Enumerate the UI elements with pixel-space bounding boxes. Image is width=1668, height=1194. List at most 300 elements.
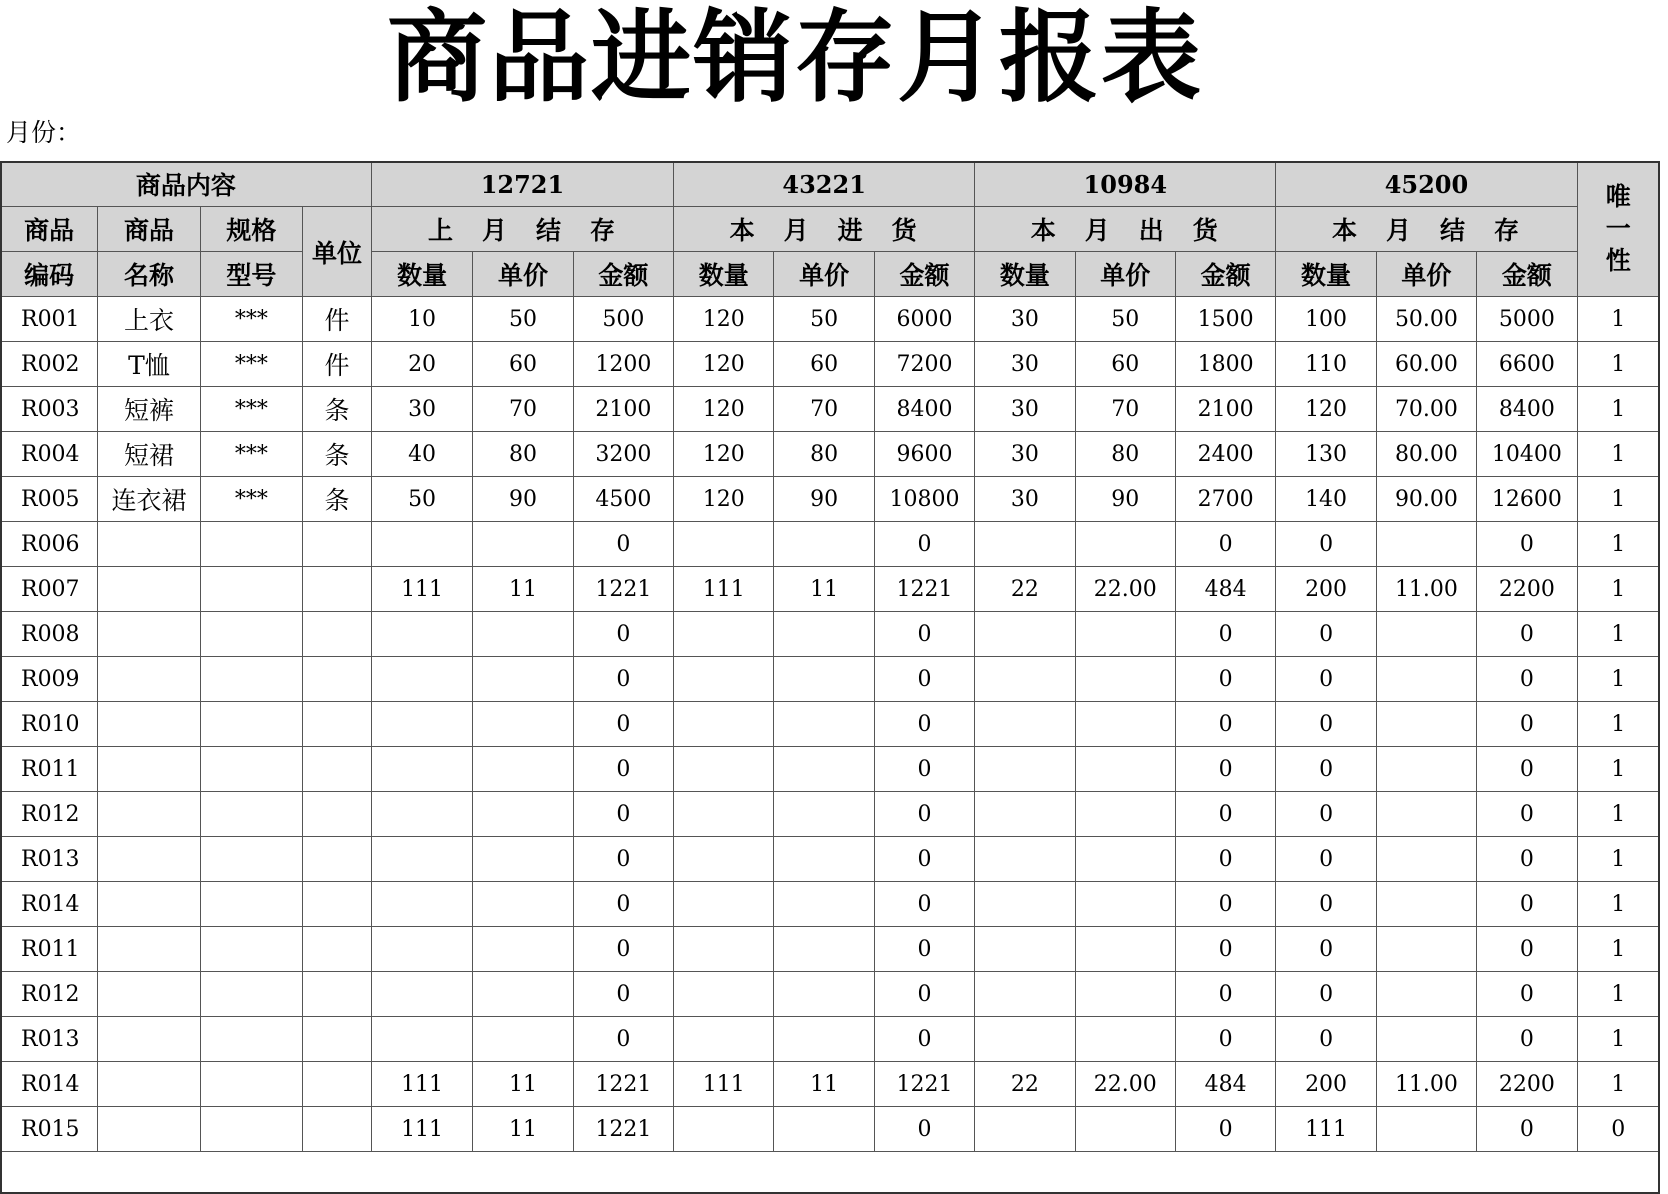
purchase-qty-cell bbox=[674, 837, 774, 882]
last-month-price-cell: 11 bbox=[473, 1062, 573, 1107]
stock-qty-cell: 0 bbox=[1276, 657, 1376, 702]
stock-amount-cell: 6600 bbox=[1477, 342, 1577, 387]
shipment-amount-cell: 2400 bbox=[1175, 432, 1275, 477]
table-row bbox=[1, 1062, 1660, 1107]
last-month-qty-cell: 30 bbox=[371, 387, 472, 432]
uniqueness-cell: 1 bbox=[1577, 837, 1659, 882]
purchase-amount-cell: 0 bbox=[874, 882, 974, 927]
last-month-amount-cell: 0 bbox=[573, 882, 673, 927]
header-code-top: 商品 bbox=[1, 207, 98, 252]
shipment-qty-cell bbox=[975, 612, 1075, 657]
last-month-price-cell bbox=[473, 1017, 573, 1062]
stock-qty-cell: 120 bbox=[1276, 387, 1376, 432]
last-month-qty-cell bbox=[371, 837, 472, 882]
shipment-price-cell: 50 bbox=[1075, 297, 1175, 342]
purchase-price-cell: 90 bbox=[774, 477, 874, 522]
spec-model-cell bbox=[200, 522, 302, 567]
table-row bbox=[1, 837, 1660, 882]
table-body bbox=[1, 162, 1660, 1152]
stock-amount-cell: 0 bbox=[1477, 522, 1577, 567]
shipment-qty-cell bbox=[975, 1107, 1075, 1152]
shipment-price-cell: 60 bbox=[1075, 342, 1175, 387]
stock-amount-cell: 10400 bbox=[1477, 432, 1577, 477]
stock-price-cell bbox=[1376, 612, 1476, 657]
table-row bbox=[1, 432, 1660, 477]
purchase-qty-cell bbox=[674, 882, 774, 927]
unit-cell: 件 bbox=[303, 342, 372, 387]
stock-amount-cell: 8400 bbox=[1477, 387, 1577, 432]
product-name-cell: 上衣 bbox=[98, 297, 200, 342]
shipment-amount-cell: 0 bbox=[1175, 882, 1275, 927]
last-month-qty-cell: 10 bbox=[371, 297, 472, 342]
last-month-qty-cell bbox=[371, 927, 472, 972]
purchase-qty-cell: 120 bbox=[674, 387, 774, 432]
stock-qty-cell: 0 bbox=[1276, 612, 1376, 657]
product-name-cell bbox=[98, 882, 200, 927]
purchase-amount-cell: 0 bbox=[874, 972, 974, 1017]
uniqueness-cell: 1 bbox=[1577, 927, 1659, 972]
last-month-price-cell: 11 bbox=[473, 567, 573, 612]
last-month-amount-cell: 0 bbox=[573, 702, 673, 747]
purchase-amount-cell: 0 bbox=[874, 1017, 974, 1062]
stock-qty-cell: 111 bbox=[1276, 1107, 1376, 1152]
purchase-price-cell: 80 bbox=[774, 432, 874, 477]
header-spec-bottom: 型号 bbox=[200, 252, 302, 297]
purchase-price-cell: 50 bbox=[774, 297, 874, 342]
purchase-amount-cell: 0 bbox=[874, 837, 974, 882]
unit-cell bbox=[303, 612, 372, 657]
uniqueness-cell: 1 bbox=[1577, 792, 1659, 837]
table-row bbox=[1, 747, 1660, 792]
shipment-amount-cell: 0 bbox=[1175, 1017, 1275, 1062]
purchase-price-cell bbox=[774, 837, 874, 882]
uniqueness-cell: 1 bbox=[1577, 387, 1659, 432]
purchase-qty-cell: 120 bbox=[674, 342, 774, 387]
header-row-3 bbox=[1, 252, 1660, 297]
purchase-price-cell bbox=[774, 702, 874, 747]
last-month-amount-cell: 0 bbox=[573, 792, 673, 837]
shipment-price-cell bbox=[1075, 882, 1175, 927]
uniqueness-cell: 1 bbox=[1577, 342, 1659, 387]
shipment-qty-cell bbox=[975, 1017, 1075, 1062]
shipment-qty-cell bbox=[975, 702, 1075, 747]
uniqueness-cell: 1 bbox=[1577, 612, 1659, 657]
table-row bbox=[1, 1017, 1660, 1062]
table-row bbox=[1, 297, 1660, 342]
uniqueness-cell: 1 bbox=[1577, 432, 1659, 477]
purchase-amount-cell: 9600 bbox=[874, 432, 974, 477]
header-uniqueness-text: 唯 一 性 bbox=[1605, 182, 1631, 275]
shipment-price-cell: 90 bbox=[1075, 477, 1175, 522]
product-name-cell bbox=[98, 747, 200, 792]
purchase-price-cell bbox=[774, 882, 874, 927]
stock-price-cell bbox=[1376, 1017, 1476, 1062]
last-month-amount-cell: 1221 bbox=[573, 567, 673, 612]
last-month-qty-cell bbox=[371, 882, 472, 927]
spec-model-cell bbox=[200, 657, 302, 702]
purchase-price-cell bbox=[774, 1107, 874, 1152]
spec-model-cell bbox=[200, 567, 302, 612]
shipment-amount-cell: 484 bbox=[1175, 1062, 1275, 1107]
purchase-price-cell bbox=[774, 792, 874, 837]
shipment-qty-cell: 30 bbox=[975, 432, 1075, 477]
purchase-qty-cell bbox=[674, 1107, 774, 1152]
unit-cell bbox=[303, 837, 372, 882]
stock-qty-cell: 0 bbox=[1276, 792, 1376, 837]
last-month-price-cell bbox=[473, 522, 573, 567]
shipment-amount-cell: 0 bbox=[1175, 927, 1275, 972]
header-qty: 数量 bbox=[674, 252, 774, 297]
purchase-amount-cell: 1221 bbox=[874, 567, 974, 612]
purchase-amount-cell: 6000 bbox=[874, 297, 974, 342]
header-name-bottom: 名称 bbox=[98, 252, 200, 297]
last-month-amount-cell: 3200 bbox=[573, 432, 673, 477]
purchase-price-cell bbox=[774, 747, 874, 792]
unit-cell: 条 bbox=[303, 432, 372, 477]
stock-price-cell bbox=[1376, 882, 1476, 927]
stock-qty-cell: 0 bbox=[1276, 522, 1376, 567]
unit-cell bbox=[303, 1107, 372, 1152]
purchase-amount-cell: 0 bbox=[874, 792, 974, 837]
stock-qty-cell: 0 bbox=[1276, 972, 1376, 1017]
shipment-qty-cell: 30 bbox=[975, 387, 1075, 432]
last-month-qty-cell: 111 bbox=[371, 567, 472, 612]
product-code-cell: R011 bbox=[1, 747, 98, 792]
header-uniqueness bbox=[1577, 162, 1659, 297]
uniqueness-cell: 1 bbox=[1577, 972, 1659, 1017]
shipment-price-cell bbox=[1075, 612, 1175, 657]
purchase-price-cell bbox=[774, 612, 874, 657]
spec-model-cell bbox=[200, 792, 302, 837]
product-name-cell bbox=[98, 1107, 200, 1152]
shipment-qty-cell: 30 bbox=[975, 297, 1075, 342]
stock-amount-cell: 5000 bbox=[1477, 297, 1577, 342]
uniqueness-cell: 1 bbox=[1577, 882, 1659, 927]
header-period-purchases: 本 月 进 货 bbox=[674, 207, 975, 252]
last-month-amount-cell: 0 bbox=[573, 1017, 673, 1062]
purchase-price-cell: 11 bbox=[774, 1062, 874, 1107]
header-group-number-4: 45200 bbox=[1276, 162, 1577, 207]
stock-amount-cell: 0 bbox=[1477, 702, 1577, 747]
header-amount: 金额 bbox=[1175, 252, 1275, 297]
uniqueness-cell: 1 bbox=[1577, 567, 1659, 612]
stock-qty-cell: 200 bbox=[1276, 567, 1376, 612]
last-month-amount-cell: 0 bbox=[573, 612, 673, 657]
last-month-price-cell: 11 bbox=[473, 1107, 573, 1152]
table-row bbox=[1, 792, 1660, 837]
purchase-amount-cell: 0 bbox=[874, 522, 974, 567]
product-code-cell: R001 bbox=[1, 297, 98, 342]
stock-qty-cell: 100 bbox=[1276, 297, 1376, 342]
table-row bbox=[1, 702, 1660, 747]
purchase-qty-cell: 120 bbox=[674, 297, 774, 342]
purchase-amount-cell: 0 bbox=[874, 612, 974, 657]
shipment-qty-cell bbox=[975, 522, 1075, 567]
purchase-qty-cell bbox=[674, 1017, 774, 1062]
stock-amount-cell: 2200 bbox=[1477, 1062, 1577, 1107]
last-month-qty-cell bbox=[371, 612, 472, 657]
purchase-qty-cell bbox=[674, 657, 774, 702]
shipment-qty-cell: 22 bbox=[975, 567, 1075, 612]
header-price: 单价 bbox=[473, 252, 573, 297]
last-month-amount-cell: 0 bbox=[573, 747, 673, 792]
month-label: 月份： bbox=[6, 118, 82, 147]
product-code-cell: R014 bbox=[1, 1062, 98, 1107]
purchase-price-cell bbox=[774, 522, 874, 567]
spec-model-cell bbox=[200, 747, 302, 792]
header-row-2 bbox=[1, 207, 1660, 252]
purchase-amount-cell: 7200 bbox=[874, 342, 974, 387]
spec-model-cell bbox=[200, 1062, 302, 1107]
last-month-amount-cell: 1221 bbox=[573, 1107, 673, 1152]
shipment-amount-cell: 0 bbox=[1175, 1107, 1275, 1152]
product-code-cell: R009 bbox=[1, 657, 98, 702]
purchase-qty-cell bbox=[674, 612, 774, 657]
stock-price-cell: 90.00 bbox=[1376, 477, 1476, 522]
shipment-amount-cell: 0 bbox=[1175, 522, 1275, 567]
product-name-cell bbox=[98, 657, 200, 702]
unit-cell bbox=[303, 747, 372, 792]
last-month-amount-cell: 1221 bbox=[573, 1062, 673, 1107]
purchase-amount-cell: 0 bbox=[874, 1107, 974, 1152]
product-code-cell: R014 bbox=[1, 882, 98, 927]
stock-price-cell bbox=[1376, 837, 1476, 882]
spec-model-cell bbox=[200, 837, 302, 882]
product-name-cell: T恤 bbox=[98, 342, 200, 387]
header-unit: 单位 bbox=[303, 207, 372, 297]
product-name-cell: 短裤 bbox=[98, 387, 200, 432]
last-month-price-cell bbox=[473, 837, 573, 882]
header-period-shipments: 本 月 出 货 bbox=[975, 207, 1276, 252]
stock-price-cell bbox=[1376, 792, 1476, 837]
stock-qty-cell: 110 bbox=[1276, 342, 1376, 387]
unit-cell bbox=[303, 1017, 372, 1062]
last-month-price-cell: 90 bbox=[473, 477, 573, 522]
uniqueness-cell: 1 bbox=[1577, 1062, 1659, 1107]
unit-cell: 条 bbox=[303, 477, 372, 522]
purchase-amount-cell: 1221 bbox=[874, 1062, 974, 1107]
last-month-amount-cell: 0 bbox=[573, 927, 673, 972]
shipment-price-cell: 80 bbox=[1075, 432, 1175, 477]
unit-cell bbox=[303, 702, 372, 747]
header-price: 单价 bbox=[1376, 252, 1476, 297]
product-name-cell bbox=[98, 792, 200, 837]
shipment-amount-cell: 0 bbox=[1175, 837, 1275, 882]
shipment-qty-cell bbox=[975, 972, 1075, 1017]
last-month-price-cell bbox=[473, 927, 573, 972]
shipment-amount-cell: 1500 bbox=[1175, 297, 1275, 342]
shipment-amount-cell: 2100 bbox=[1175, 387, 1275, 432]
header-qty: 数量 bbox=[1276, 252, 1376, 297]
shipment-price-cell bbox=[1075, 702, 1175, 747]
spec-model-cell bbox=[200, 927, 302, 972]
stock-amount-cell: 0 bbox=[1477, 1107, 1577, 1152]
product-code-cell: R015 bbox=[1, 1107, 98, 1152]
purchase-amount-cell: 8400 bbox=[874, 387, 974, 432]
shipment-price-cell bbox=[1075, 837, 1175, 882]
product-code-cell: R013 bbox=[1, 837, 98, 882]
table-row bbox=[1, 567, 1660, 612]
shipment-price-cell bbox=[1075, 792, 1175, 837]
unit-cell bbox=[303, 1062, 372, 1107]
shipment-amount-cell: 0 bbox=[1175, 972, 1275, 1017]
shipment-qty-cell: 22 bbox=[975, 1062, 1075, 1107]
table-row bbox=[1, 612, 1660, 657]
stock-qty-cell: 0 bbox=[1276, 837, 1376, 882]
purchase-qty-cell bbox=[674, 792, 774, 837]
last-month-qty-cell bbox=[371, 657, 472, 702]
stock-qty-cell: 130 bbox=[1276, 432, 1376, 477]
header-group-number-3: 10984 bbox=[975, 162, 1276, 207]
last-month-amount-cell: 0 bbox=[573, 972, 673, 1017]
product-code-cell: R012 bbox=[1, 792, 98, 837]
spec-model-cell bbox=[200, 1107, 302, 1152]
unit-cell: 条 bbox=[303, 387, 372, 432]
spec-model-cell: *** bbox=[200, 432, 302, 477]
stock-amount-cell: 0 bbox=[1477, 882, 1577, 927]
uniqueness-cell: 1 bbox=[1577, 747, 1659, 792]
spec-model-cell bbox=[200, 1017, 302, 1062]
stock-qty-cell: 0 bbox=[1276, 1017, 1376, 1062]
purchase-amount-cell: 10800 bbox=[874, 477, 974, 522]
uniqueness-cell: 1 bbox=[1577, 297, 1659, 342]
shipment-price-cell bbox=[1075, 927, 1175, 972]
purchase-qty-cell bbox=[674, 927, 774, 972]
product-code-cell: R013 bbox=[1, 1017, 98, 1062]
shipment-amount-cell: 0 bbox=[1175, 657, 1275, 702]
unit-cell: 件 bbox=[303, 297, 372, 342]
product-name-cell: 连衣裙 bbox=[98, 477, 200, 522]
inventory-table bbox=[0, 161, 1660, 1152]
purchase-price-cell bbox=[774, 972, 874, 1017]
shipment-qty-cell bbox=[975, 657, 1075, 702]
stock-price-cell bbox=[1376, 1107, 1476, 1152]
table-row bbox=[1, 972, 1660, 1017]
header-period-month-end-stock: 本 月 结 存 bbox=[1276, 207, 1577, 252]
last-month-qty-cell bbox=[371, 747, 472, 792]
product-code-cell: R004 bbox=[1, 432, 98, 477]
header-qty: 数量 bbox=[371, 252, 472, 297]
product-name-cell bbox=[98, 927, 200, 972]
last-month-amount-cell: 2100 bbox=[573, 387, 673, 432]
header-group-number-1: 12721 bbox=[371, 162, 673, 207]
spec-model-cell bbox=[200, 882, 302, 927]
header-price: 单价 bbox=[774, 252, 874, 297]
shipment-price-cell bbox=[1075, 1017, 1175, 1062]
last-month-amount-cell: 4500 bbox=[573, 477, 673, 522]
header-group-number-2: 43221 bbox=[674, 162, 975, 207]
shipment-amount-cell: 2700 bbox=[1175, 477, 1275, 522]
uniqueness-cell: 1 bbox=[1577, 657, 1659, 702]
last-month-qty-cell bbox=[371, 702, 472, 747]
last-month-price-cell bbox=[473, 972, 573, 1017]
shipment-qty-cell bbox=[975, 882, 1075, 927]
shipment-amount-cell: 0 bbox=[1175, 612, 1275, 657]
table-row bbox=[1, 882, 1660, 927]
product-name-cell bbox=[98, 612, 200, 657]
stock-qty-cell: 200 bbox=[1276, 1062, 1376, 1107]
stock-amount-cell: 12600 bbox=[1477, 477, 1577, 522]
table-row bbox=[1, 387, 1660, 432]
last-month-amount-cell: 1200 bbox=[573, 342, 673, 387]
product-code-cell: R006 bbox=[1, 522, 98, 567]
spec-model-cell: *** bbox=[200, 387, 302, 432]
shipment-amount-cell: 0 bbox=[1175, 747, 1275, 792]
stock-price-cell bbox=[1376, 747, 1476, 792]
purchase-qty-cell bbox=[674, 972, 774, 1017]
last-month-qty-cell bbox=[371, 1017, 472, 1062]
unit-cell bbox=[303, 972, 372, 1017]
table-row bbox=[1, 477, 1660, 522]
unit-cell bbox=[303, 522, 372, 567]
product-code-cell: R005 bbox=[1, 477, 98, 522]
table-row bbox=[1, 927, 1660, 972]
shipment-price-cell: 70 bbox=[1075, 387, 1175, 432]
stock-qty-cell: 0 bbox=[1276, 882, 1376, 927]
stock-price-cell: 60.00 bbox=[1376, 342, 1476, 387]
uniqueness-cell: 1 bbox=[1577, 1017, 1659, 1062]
purchase-amount-cell: 0 bbox=[874, 657, 974, 702]
spec-model-cell bbox=[200, 702, 302, 747]
last-month-amount-cell: 0 bbox=[573, 837, 673, 882]
spec-model-cell: *** bbox=[200, 342, 302, 387]
product-name-cell: 短裙 bbox=[98, 432, 200, 477]
header-amount: 金额 bbox=[573, 252, 673, 297]
header-price: 单价 bbox=[1075, 252, 1175, 297]
stock-price-cell bbox=[1376, 657, 1476, 702]
shipment-qty-cell: 30 bbox=[975, 477, 1075, 522]
last-month-price-cell bbox=[473, 702, 573, 747]
stock-amount-cell: 0 bbox=[1477, 612, 1577, 657]
product-code-cell: R010 bbox=[1, 702, 98, 747]
shipment-price-cell bbox=[1075, 522, 1175, 567]
stock-amount-cell: 0 bbox=[1477, 972, 1577, 1017]
table-row bbox=[1, 342, 1660, 387]
last-month-price-cell bbox=[473, 657, 573, 702]
purchase-amount-cell: 0 bbox=[874, 747, 974, 792]
shipment-amount-cell: 1800 bbox=[1175, 342, 1275, 387]
shipment-price-cell: 22.00 bbox=[1075, 567, 1175, 612]
unit-cell bbox=[303, 792, 372, 837]
last-month-price-cell bbox=[473, 747, 573, 792]
stock-price-cell bbox=[1376, 927, 1476, 972]
uniqueness-cell: 0 bbox=[1577, 1107, 1659, 1152]
shipment-price-cell bbox=[1075, 657, 1175, 702]
stock-price-cell: 70.00 bbox=[1376, 387, 1476, 432]
last-month-price-cell: 80 bbox=[473, 432, 573, 477]
shipment-qty-cell: 30 bbox=[975, 342, 1075, 387]
purchase-price-cell bbox=[774, 927, 874, 972]
header-product-group: 商品内容 bbox=[1, 162, 372, 207]
unit-cell bbox=[303, 567, 372, 612]
purchase-qty-cell: 120 bbox=[674, 432, 774, 477]
last-month-qty-cell: 111 bbox=[371, 1062, 472, 1107]
product-code-cell: R011 bbox=[1, 927, 98, 972]
purchase-price-cell: 70 bbox=[774, 387, 874, 432]
shipment-amount-cell: 484 bbox=[1175, 567, 1275, 612]
product-name-cell bbox=[98, 1062, 200, 1107]
product-code-cell: R012 bbox=[1, 972, 98, 1017]
last-month-price-cell: 50 bbox=[473, 297, 573, 342]
stock-price-cell bbox=[1376, 972, 1476, 1017]
last-month-price-cell bbox=[473, 792, 573, 837]
product-name-cell bbox=[98, 522, 200, 567]
shipment-qty-cell bbox=[975, 927, 1075, 972]
stock-price-cell: 80.00 bbox=[1376, 432, 1476, 477]
product-code-cell: R008 bbox=[1, 612, 98, 657]
spec-model-cell bbox=[200, 612, 302, 657]
header-period-last-month-stock: 上 月 结 存 bbox=[371, 207, 673, 252]
